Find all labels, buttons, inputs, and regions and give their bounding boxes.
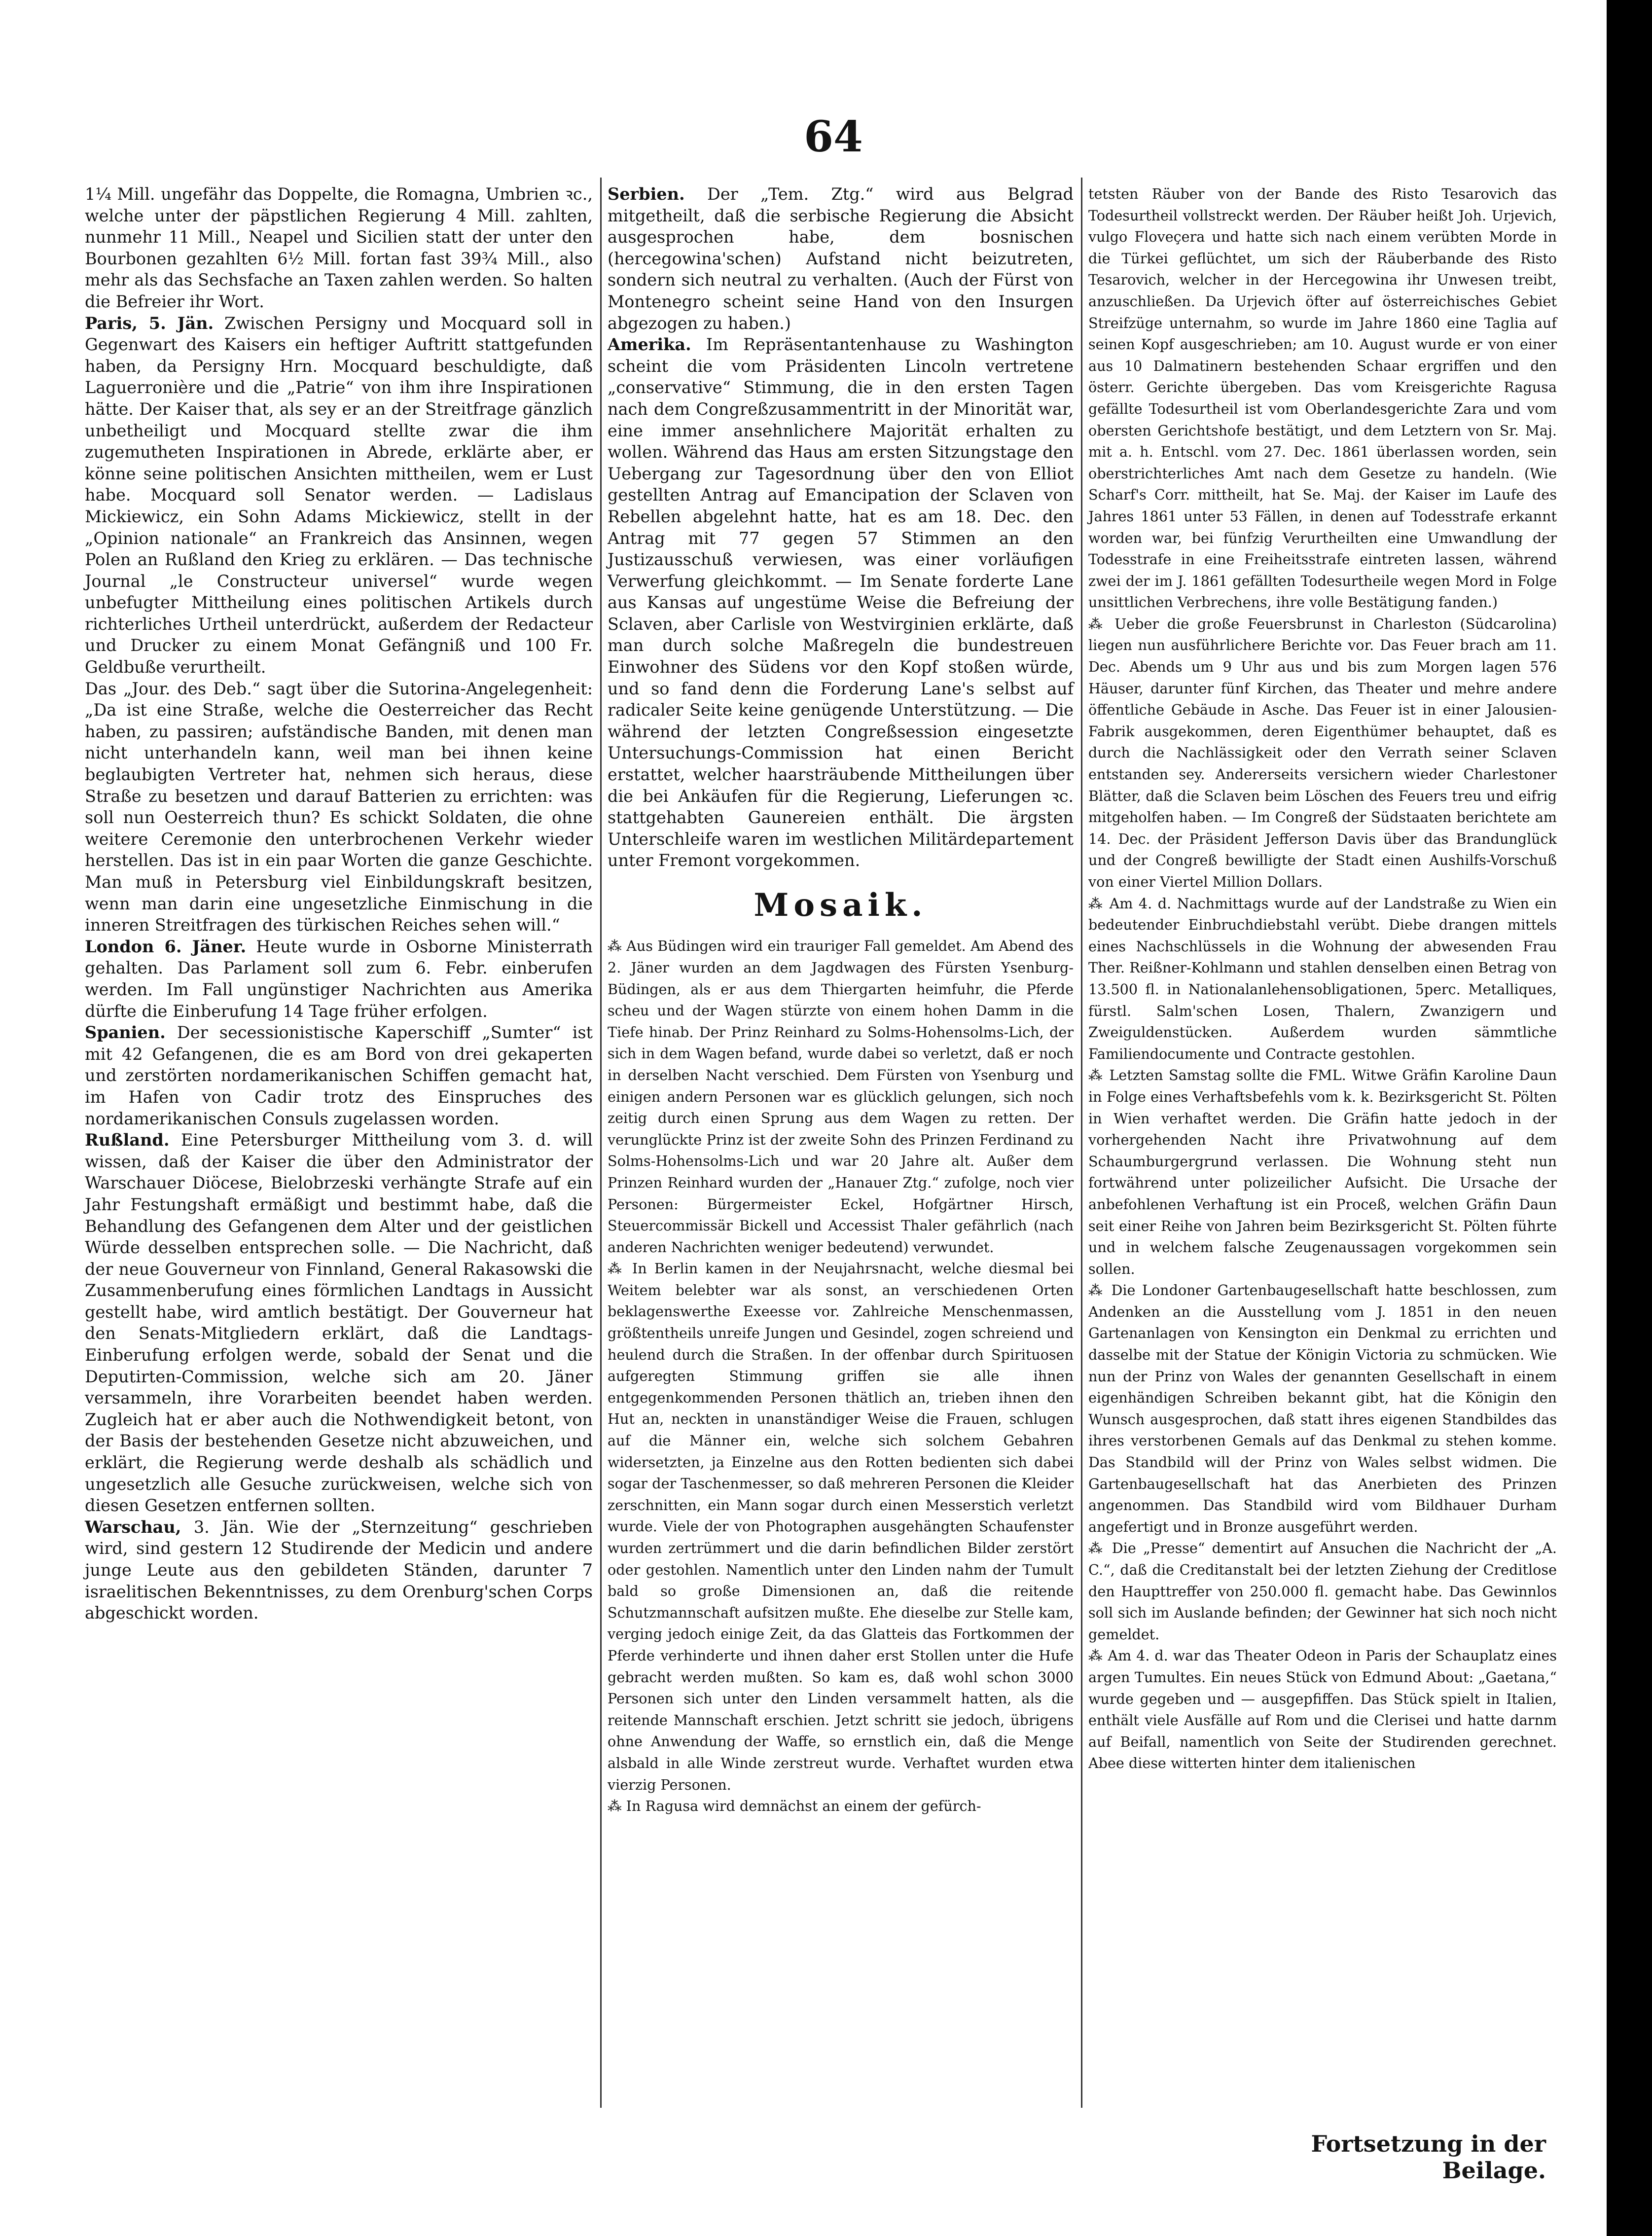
article-paragraph — [85, 1022, 593, 1129]
article-paragraph — [608, 1796, 1074, 1817]
article-text: Heute wurde in Osborne Ministerrath gehalten. Das Parlament soll zum 6. Febr. einberufen werden. Im Fall ungünstiger Nachrichten aus Amerika dürfte die Einberufung 14 Tage früher erfolgen. — [85, 937, 593, 1021]
article-text: 1¼ Mill. ungefähr das Doppelte, die Romagna, Umbrien ꝛc., welche unter der päpstlichen Regierung 4 Mill. zahlten, nunmehr 11 Mill., Neapel und Sicilien statt der unter den Bourbonen gezahlten 6½ Mill. fortan fast 39¾ Mill., also mehr als das Sechsfache an Taxen zahlen werden. So halten die Befreier ihr Wort. — [85, 184, 593, 311]
article-paragraph — [1088, 1645, 1557, 1774]
article-paragraph — [608, 1258, 1074, 1796]
article-text: 3. Jän. Wie der „Sternzeitung“ geschrieben wird, sind gestern 12 Studirende der Medicin und andere junge Leute aus den gebildeten Ständen, darunter 7 israelitischen Bekenntnisses, zu dem Orenburg'schen Corps abgeschickt worden. — [85, 1517, 593, 1623]
article-lead: Amerika. — [608, 335, 691, 355]
article-paragraph — [85, 1129, 593, 1516]
page-number: 64 — [804, 112, 863, 162]
article-lead: Warschau, — [85, 1517, 181, 1537]
article-lead: Rußland. — [85, 1130, 170, 1150]
article-text: Der secessionistische Kaperschiff „Sumter“ ist mit 42 Gefangenen, die es am Bord von drei gekaperten und zerstörten nordamerikanischen Schiffen gemacht hat, im Hafen von Cadir trotz des Einspruches des nordamerikanischen Consuls zugelassen worden. — [85, 1023, 593, 1128]
article-text: ⁂ Ueber die große Feuersbrunst in Charleston (Südcarolina) liegen nun ausführlichere Berichte vor. Das Feuer brach am 11. Dec. Abends um 9 Uhr aus und bis zum Morgen lagen 576 Häuser, darunter fünf Kirchen, das Theater und mehre andere öffentliche Gebäude in Asche. Das Feuer ist in einer Jalousien-Fabrik ausgekommen, deren Eigenthümer behauptet, daß es durch die Nachlässigkeit oder den Verrath seiner Sclaven entstanden sey. Andererseits versichern wieder Charlestoner Blätter, daß die Sclaven beim Löschen des Feuers treu und eifrig mitgeholfen haben. — Im Congreß der Südstaaten berichtete am 14. Dec. der Präsident Jefferson Davis über das Brandunglück und der Congreß bewilligte der Stadt einen Aushilfs-Vorschuß von einer Viertel Million Dollars. — [1088, 615, 1557, 890]
article-text: ⁂ Am 4. d. war das Theater Odeon in Paris der Schauplatz eines argen Tumultes. Ein neues Stück von Edmund About: „Gaetana,“ wurde gegeben und — ausgepfiffen. Das Stück spielt in Italien, enthält viele Ausfälle auf Rom und die Clerisei und hatte darnm auf Beifall, namentlich von Seite der Studirenden gerechnet. Abee diese witterten hinter dem italienischen — [1088, 1647, 1557, 1772]
article-text: Zwischen Persigny und Mocquard soll in Gegenwart des Kaisers ein heftiger Auftritt stattgefunden haben, da Persigny Hrn. Mocquard beschuldigte, daß Laguerronière und die „Patrie“ von ihm ihre Inspirationen hätte. Der Kaiser that, als sey er an der Streitfrage gänzlich unbetheiligt und Mocquard stellte zwar die ihm zugemutheten Inspirationen in Abrede, erklärte aber, er könne seine politischen Ansichten mittheilen, wem er Lust habe. Mocquard soll Senator werden. — Ladislaus Mickiewicz, ein Sohn Adams Mickiewicz, stellt in der „Opinion nationale“ an Frankreich das Ansinnen, wegen Polen an Rußland den Krieg zu erklären. — Das technische Journal „le Constructeur universel“ wurde wegen unbefugter Mittheilung eines politischen Artikels durch richterliches Urtheil unterdrückt, außerdem der Redacteur und Drucker zu einem Monat Gefängniß und 100 Fr. Geldbuße verurtheilt. — [85, 313, 593, 677]
article-lead: Paris, 5. Jän. — [85, 313, 214, 333]
article-paragraph — [1088, 1538, 1557, 1645]
article-paragraph — [85, 678, 593, 936]
article-text: ⁂ Letzten Samstag sollte die FML. Witwe Gräfin Karoline Daun in Folge eines Verhaftsbefehls vom k. k. Bezirksgericht St. Pölten in Wien verhaftet werden. Die Gräfin hatte jedoch in der vorhergehenden Nacht ihre Privatwohnung auf dem Schaumburgergrund verlassen. Die Wohnung steht nun fortwährend unter polizeilicher Aufsicht. Die Ursache der anbefohlenen Verhaftung ist ein Proceß, welchen Gräfin Daun seit einer Reihe von Jahren beim Bezirksgericht St. Pölten führte und in welchem falsche Zeugenaussagen vorgekommen sein sollen. — [1088, 1067, 1557, 1277]
column-3 — [1088, 183, 1557, 1774]
article-paragraph — [85, 183, 593, 313]
section-heading-mosaik: Mosaik. — [754, 887, 928, 924]
article-text: ⁂ Aus Büdingen wird ein trauriger Fall gemeldet. Am Abend des 2. Jäner wurden an dem Jagdwagen des Fürsten Ysenburg-Büdingen, als er aus dem Thiergarten heimfuhr, die Pferde scheu und der Wagen stürzte von einem hohen Damm in die Tiefe hinab. Der Prinz Reinhard zu Solms-Hohensolms-Lich, der sich in dem Wagen befand, wurde dabei so verletzt, daß er noch in derselben Nacht verschied. Dem Fürsten von Ysenburg und einigen andern Personen war es glücklich gelungen, sich noch zeitig durch einen Sprung aus dem Wagen zu retten. Der verunglückte Prinz ist der zweite Sohn des Prinzen Ferdinand zu Solms-Hohensolms-Lich und war 20 Jahre alt. Außer dem Prinzen Reinhard wurden der „Hanauer Ztg.“ zufolge, noch vier Personen: Bürgermeister Eckel, Hofgärtner Hirsch, Steuercommissär Bickell und Accessist Thaler gefährlich (nach anderen Nachrichten weniger bedeutend) verwundet. — [608, 938, 1074, 1256]
column-2 — [608, 183, 1074, 1817]
article-paragraph — [85, 936, 593, 1022]
article-lead: Spanien. — [85, 1023, 166, 1043]
article-text: Im Repräsentantenhause zu Washington scheint die vom Präsidenten Lincoln vertretene „conservative“ Stimmung, die in den ersten Tagen nach dem Congreßzusammentritt in der Minorität war, eine immer ansehnlichere Majorität erhalten zu wollen. Während das Haus am ersten Sitzungstage den Uebergang zur Tagesordnung über den von Elliot gestellten Antrag auf Emancipation der Sclaven von Rebellen abgelehnt hatte, hat es am 18. Dec. den Antrag mit 77 gegen 57 Stimmen an den Justizausschuß verwiesen, was einer vorläufigen Verwerfung gleichkommt. — Im Senate forderte Lane aus Kansas auf ungestüme Weise die Befreiung der Sclaven, aber Carlisle von Westvirginien erklärte, daß man durch solche Maßregeln die bundestreuen Einwohner des Südens vor den Kopf stoßen würde, und so fand denn die Forderung Lane's selbst auf radicaler Seite keine genügende Unterstützung. — Die während der letzten Congreßsession eingesetzte Untersuchungs-Commission hat einen Bericht erstattet, welcher haarsträubende Mittheilungen über die bei Ankäufen für die Regierung, Lieferungen ꝛc. stattgehabten Gaunereien enthält. Die ärgsten Unterschleife waren im westlichen Militärdepartement unter Fremont vorgekommen. — [608, 335, 1074, 870]
column-1 — [85, 183, 593, 1624]
article-paragraph — [1088, 1280, 1557, 1538]
article-paragraph — [85, 1516, 593, 1624]
article-text: Das „Jour. des Deb.“ sagt über die Sutorina-Angelegenheit: „Da ist eine Straße, welche die Oesterreicher das Recht haben, zu passiren; aufständische Banden, mit denen man nicht unterhandeln kann, weil man bei ihnen keine beglaubigten Vertreter hat, nehmen sich heraus, diese Straße zu besetzen und darauf Batterien zu errichten: was soll nun Oesterreich thun? Es schickt Soldaten, die ohne weitere Ceremonie den unterbrochenen Verkehr wieder herstellen. Das ist in ein paar Worten die ganze Geschichte. Man muß in Petersburg viel Einbildungskraft besitzen, wenn man darin eine ungesetzliche Einmischung in die inneren Streitfragen des türkischen Reiches sehen will.“ — [85, 679, 593, 935]
article-text: ⁂ In Ragusa wird demnächst an einem der gefürch- — [608, 1798, 981, 1815]
article-lead: London 6. Jäner. — [85, 937, 247, 956]
column-rule-1 — [600, 178, 602, 2108]
column-rule-2 — [1081, 178, 1082, 2108]
article-text: ⁂ Am 4. d. Nachmittags wurde auf der Landstraße zu Wien ein bedeutender Einbruchdiebstahl verübt. Diebe drangen mittels eines Nachschlüssels in die Wohnung der abwesenden Frau Ther. Reißner-Kohlmann und stahlen denselben einen Betrag von 13.500 fl. in Nationalanlehensobligationen, 5perc. Metalliques, fürstl. Salm'schen Losen, Thalern, Zwanzigern und Zweiguldenstücken. Außerdem wurden sämmtliche Familiendocumente und Contracte gestohlen. — [1088, 895, 1557, 1062]
continuation-note: Fortsetzung in der Beilage. — [1311, 2130, 1546, 2184]
article-paragraph — [608, 334, 1074, 871]
article-paragraph — [85, 313, 593, 678]
page-edge-dark — [1607, 0, 1652, 2236]
article-paragraph — [1088, 893, 1557, 1065]
article-paragraph — [1088, 1065, 1557, 1280]
article-paragraph — [1088, 183, 1557, 613]
article-text: ⁂ In Berlin kamen in der Neujahrsnacht, welche diesmal bei Weitem belebter war als sonst, an verschiedenen Orten beklagenswerthe Exeesse vor. Zahlreiche Menschenmassen, größtentheils unreife Jungen und Gesindel, zogen schreiend und heulend durch die Straßen. In der offenbar durch Spirituosen aufgeregten Stimmung griffen sie alle ihnen entgegenkommenden Personen thätlich an, trieben ihnen den Hut an, neckten in unanständiger Weise die Frauen, schlugen auf die Männer ein, welche sich solchem Gebahren widersetzten, ja Einzelne aus den Rotten bedienten sich dabei sogar der Taschenmesser, so daß mehreren Personen die Kleider zerschnitten, ein Mann sogar durch einen Messerstich verletzt wurde. Viele der von Photographen ausgehängten Schaufenster wurden zertrümmert und die darin befindlichen Bilder zerstört oder gestohlen. Namentlich unter den Linden nahm der Tumult bald so große Dimensionen an, daß die reitende Schutzmannschaft aufsitzen mußte. Ehe dieselbe zur Stelle kam, verging jedoch einige Zeit, da das Glatteis das Fortkommen der Pferde verhinderte und ihnen daher erst Stollen unter die Hufe gebracht werden mußten. So kam es, daß wohl schon 3000 Personen sich unter den Linden versammelt hatten, als die reitende Mannschaft erschien. Jetzt schritt sie jedoch, übrigens ohne Anwendung der Waffe, so ernstlich ein, daß die Menge alsbald in alle Winde zerstreut wurde. Verhaftet wurden etwa vierzig Personen. — [608, 1260, 1074, 1793]
article-lead: Serbien. — [608, 184, 685, 204]
article-text: Der „Tem. Ztg.“ wird aus Belgrad mitgetheilt, daß die serbische Regierung die Absicht ausgesprochen habe, dem bosnischen (hercegowina'schen) Aufstand nicht beizutreten, sondern sich neutral zu verhalten. (Auch der Fürst von Montenegro scheint seine Hand von den Insurgen abgezogen zu haben.) — [608, 184, 1074, 333]
article-text: ⁂ Die Londoner Gartenbaugesellschaft hatte beschlossen, zum Andenken an die Ausstellung vom J. 1851 in den neuen Gartenanlagen von Kensington ein Denkmal zu errichten und dasselbe mit der Statue der Königin Victoria zu schmücken. Wie nun der Prinz von Wales der genannten Gesellschaft in einem eigenhändigen Schreiben bekannt gibt, hat die Königin den Wunsch ausgesprochen, daß statt ihres eigenen Standbildes das ihres verstorbenen Gemals auf das Denkmal zu stehen komme. Das Standbild will der Prinz von Wales selbst widmen. Die Gartenbaugesellschaft hat das Anerbieten des Prinzen angenommen. Das Standbild wird vom Bildhauer Durham angefertigt und in Bronze ausgeführt werden. — [1088, 1282, 1557, 1535]
article-paragraph — [608, 183, 1074, 334]
article-paragraph — [608, 936, 1074, 1258]
article-text: Eine Petersburger Mittheilung vom 3. d. will wissen, daß der Kaiser die über den Administrator der Warschauer Diöcese, Bielobrzeski verhängte Strafe auf ein Jahr Festungshaft ermäßigt und bestimmt habe, daß die Behandlung des Gefangenen dem Alter und der geistlichen Würde desselben entsprechen solle. — Die Nachricht, daß der neue Gouverneur von Finnland, General Rakasowski die Zusammenberufung eines förmlichen Landtags in Aussicht gestellt habe, wird amtlich bestätigt. Der Gouverneur hat den Senats-Mitgliedern erklärt, daß die Landtags-Einberufung erfolgen werde, sobald der Senat und die Deputirten-Commission, welche sich am 20. Jäner versammeln, ihre Vorarbeiten beendet haben werden. Zugleich hat er aber auch die Nothwendigkeit betont, von der Basis der bestehenden Gesetze nicht abzuweichen, und erklärt, die Regierung werde deshalb als schädlich und ungesetzlich alle Gesuche zurückweisen, welche sich von diesen Gesetzen entfernen sollten. — [85, 1130, 593, 1515]
article-paragraph — [1088, 613, 1557, 893]
article-text: ⁂ Die „Presse“ dementirt auf Ansuchen die Nachricht der „A. C.“, daß die Creditanstalt bei der letzten Ziehung der Creditlose den Haupttreffer von 250.000 fl. gemacht habe. Das Gewinnlos soll sich im Auslande befinden; der Gewinner hat sich noch nicht gemeldet. — [1088, 1540, 1557, 1643]
article-text: tetsten Räuber von der Bande des Risto Tesarovich das Todesurtheil vollstreckt werden. Der Räuber heißt Joh. Urjevich, vulgo Floveçera und hatte sich nach einem verübten Morde in die Türkei geflüchtet, um sich der Räuberbande des Risto Tesarovich, welcher in der Hercegowina ihr Unwesen treibt, anzuschließen. Da Urjevich öfter auf österreichisches Gebiet Streifzüge unternahm, so wurde im Jahre 1860 eine Taglia auf seinen Kopf ausgeschrieben; am 10. August wurde er von einer aus 10 Dalmatinern bestehenden Schaar ergriffen und den österr. Gerichte übergeben. Das vom Kreisgerichte Ragusa gefällte Todesurtheil ist vom Oberlandesgerichte Zara und vom obersten Gerichtshofe bestätigt, und dem Letztern von Sr. Maj. mit a. h. Entschl. vom 27. Dec. 1861 überlassen worden, sein oberstrichterliches Amt nach dem Gesetze zu handeln. (Wie Scharf's Corr. mittheilt, hat Se. Maj. der Kaiser im Laufe des Jahres 1861 unter 53 Fällen, in denen auf Todesstrafe erkannt worden war, bei fünfzig Verurtheilten eine Umwandlung der Todesstrafe in eine Freiheitsstrafe eintreten lassen, während zwei der im J. 1861 gefällten Todesurtheile wegen Mord in Folge unsittlichen Verbrechens, ihre volle Bestätigung fanden.) — [1088, 185, 1557, 611]
